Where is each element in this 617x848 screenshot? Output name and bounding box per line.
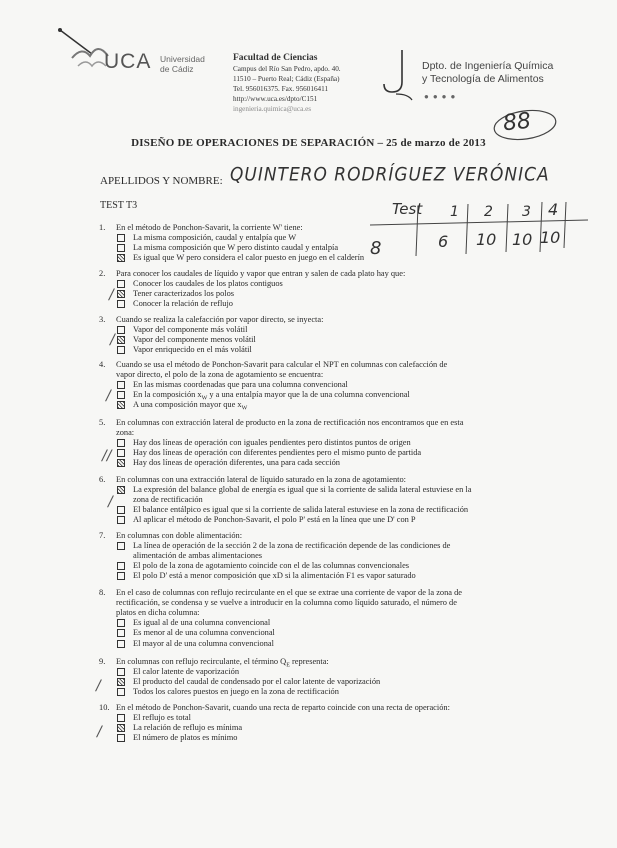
option-text: Hay dos líneas de operación con iguales pendientes pero distintos puntos de origen [133,438,411,448]
faculty-block: Facultad de Ciencias Campus del Río San Pedro, apdo. 40. 11510 – Puerto Real; Cádiz (España) Tel. 956016375. Fax. 956016411 http://www.uca.es/dpto/C151 ingenieria.quimica@uca.es [233,53,341,113]
question-stem: Cuando se usa el método de Ponchon-Savarit para calcular el NPT en columnas con calefacción de vapor directo, el polo de la zona de agotamiento se encuentra: [116,360,448,380]
question-number: 2. [99,269,106,278]
option-text: Vapor del componente menos volátil [133,335,256,345]
option-text: El reflujo es total [133,713,191,723]
margin-mark: / [106,388,111,404]
department-name: Dpto. de Ingeniería Química y Tecnología de Alimentos [422,60,554,85]
checkbox-icon[interactable] [117,346,125,354]
option-text: Al aplicar el método de Ponchon-Savarit, el polo P' está en la línea que une D' con P [133,515,416,525]
question-number: 9. [99,657,106,666]
grade-value-1: 6 [438,232,449,251]
option-text: En la composición $x_W$ y a una entalpía mayor que la de una columna convencional [133,390,410,402]
question-stem: En columnas con una extracción lateral de líquido saturado en la zona de agotamiento: [116,475,406,484]
grade-value-4: 10 [540,228,561,247]
student-name: QUINTERO RODRÍGUEZ VERÓNICA [230,164,550,186]
grade-value-test: 8 [370,238,382,259]
margin-mark: / [97,724,102,740]
checkbox-icon[interactable] [117,714,125,722]
option-text: La misma composición, caudal y entalpía que W [133,233,297,243]
option-text: El producto del caudal de condensado por el calor latente de vaporización [133,677,381,687]
question-stem: En el caso de columnas con reflujo recirculante en el que se extrae una corriente de vapor de la zona de rectificación, se condensa y se vuelve a introducir en la columna como líquido saturado, el número de platos en dicha columna: [116,588,463,618]
checked-box-icon[interactable] [117,290,125,298]
option-text: La expresión del balance global de energía es igual que si la corriente de salida lateral estuviese en la zona de rectificación [133,485,472,505]
grade-header-1: 1 [450,204,459,220]
grade-header-test: Test [392,200,423,218]
question-stem: En el método de Ponchon-Savarit, cuando una recta de reparto coincide con una recta de operación: [116,703,450,712]
checkbox-icon[interactable] [117,439,125,447]
grade-value-3: 10 [512,230,533,249]
faculty-name: Facultad de Ciencias [233,53,318,63]
checked-box-icon[interactable] [117,401,125,409]
option-text: Conocer la relación de reflujo [133,299,233,309]
option-text: Tener caracterizados los polos [133,289,235,299]
option-text: El polo de la zona de agotamiento coincide con el de las columnas convencionales [133,561,410,571]
question-number: 4. [99,360,106,369]
checkbox-icon[interactable] [117,542,125,550]
question-number: 8. [99,588,106,597]
checkbox-icon[interactable] [117,280,125,288]
option-text: El mayor al de una columna convencional [133,638,274,648]
option-text: A una composición mayor que $x_W$ [133,400,248,413]
option-text: La misma composición que W pero distinto caudal y entalpía [133,243,339,253]
checkbox-icon[interactable] [117,640,125,648]
checked-box-icon[interactable] [117,486,125,494]
checkbox-icon[interactable] [117,688,125,696]
checkbox-icon[interactable] [117,619,125,627]
checkbox-icon[interactable] [117,516,125,524]
question-stem: En columnas con extracción lateral de producto en la zona de rectificación nos encontramos que en esta zona: [116,418,464,438]
option-text: Todos los calores puestos en juego en la zona de rectificación [133,687,339,697]
question-number: 1. [99,223,106,232]
question-number: 3. [99,315,106,324]
exam-title: DISEÑO DE OPERACIONES DE SEPARACIÓN – 25 de marzo de 2013 [131,137,486,149]
option-text: El calor latente de vaporización [133,667,240,677]
question-number: 5. [99,418,106,427]
option-text: El número de platos es mínimo [133,733,238,743]
option-text: La relación de reflujo es mínima [133,723,243,733]
margin-mark: / [108,494,113,510]
option-text: La línea de operación de la sección 2 de la zona de rectificación depende de las condiciones de alimentación de ambas alimentaciones [133,541,451,561]
checkbox-icon[interactable] [117,562,125,570]
margin-mark: / [110,332,115,348]
grade-header-3: 3 [522,204,531,220]
checkbox-icon[interactable] [117,391,125,399]
option-text: Es menor al de una columna convencional [133,628,275,638]
checked-box-icon[interactable] [117,459,125,467]
handwritten-score: 88 [501,108,533,137]
option-text: El balance entálpico es igual que si la corriente de salida lateral estuviese en la zona de rectificación [133,505,469,515]
checkbox-icon[interactable] [117,506,125,514]
checkbox-icon[interactable] [117,449,125,457]
option-text: Vapor del componente más volátil [133,325,248,335]
question-number: 10. [99,703,110,712]
grade-value-2: 10 [476,230,497,249]
margin-mark: / [96,678,101,694]
option-text: Vapor enriquecido en el más volátil [133,345,252,355]
checkbox-icon[interactable] [117,572,125,580]
question-stem: En columnas con reflujo recirculante, el término $Q_E$ representa: [116,657,329,669]
checkbox-icon[interactable] [117,629,125,637]
option-text: Es igual que W pero considera el calor puesto en juego en el calderín [133,253,365,263]
option-text: En las mismas coordenadas que para una columna convencional [133,380,348,390]
name-label: APELLIDOS Y NOMBRE: [100,175,223,187]
option-text: Conocer los caudales de los platos contiguos [133,279,283,289]
margin-mark: / [109,287,114,303]
question-stem: En el método de Ponchon-Savarit, la corriente W' tiene: [116,223,303,232]
option-text: Es igual al de una columna convencional [133,618,271,628]
question-number: 7. [99,531,106,540]
checkbox-icon[interactable] [117,381,125,389]
checkbox-icon[interactable] [117,234,125,242]
margin-mark: // [102,448,112,464]
checkbox-icon[interactable] [117,300,125,308]
option-text: Hay dos líneas de operación diferentes, una para cada sección [133,458,340,468]
department-logo-icon [378,48,418,106]
question-stem: Cuando se realiza la calefacción por vapor directo, se inyecta: [116,315,324,324]
uca-wordmark: UCA [104,50,152,73]
grade-header-2: 2 [484,204,493,220]
checked-box-icon[interactable] [117,254,125,262]
department-dots: ●●●● [424,92,460,101]
checked-box-icon[interactable] [117,678,125,686]
checked-box-icon[interactable] [117,724,125,732]
university-name: Universidad de Cádiz [160,54,205,74]
checkbox-icon[interactable] [117,668,125,676]
grade-header-4: 4 [548,200,559,219]
checked-box-icon[interactable] [117,336,125,344]
question-stem: En columnas con doble alimentación: [116,531,243,540]
checkbox-icon[interactable] [117,326,125,334]
checkbox-icon[interactable] [117,244,125,252]
question-number: 6. [99,475,106,484]
test-label: TEST T3 [100,200,138,211]
option-text: El polo D' está a menor composición que xD si la alimentación F1 es vapor saturado [133,571,416,581]
checkbox-icon[interactable] [117,734,125,742]
question-stem: Para conocer los caudales de líquido y vapor que entran y salen de cada plato hay que: [116,269,406,278]
option-text: Hay dos líneas de operación con diferentes pendientes pero el mismo punto de partida [133,448,422,458]
